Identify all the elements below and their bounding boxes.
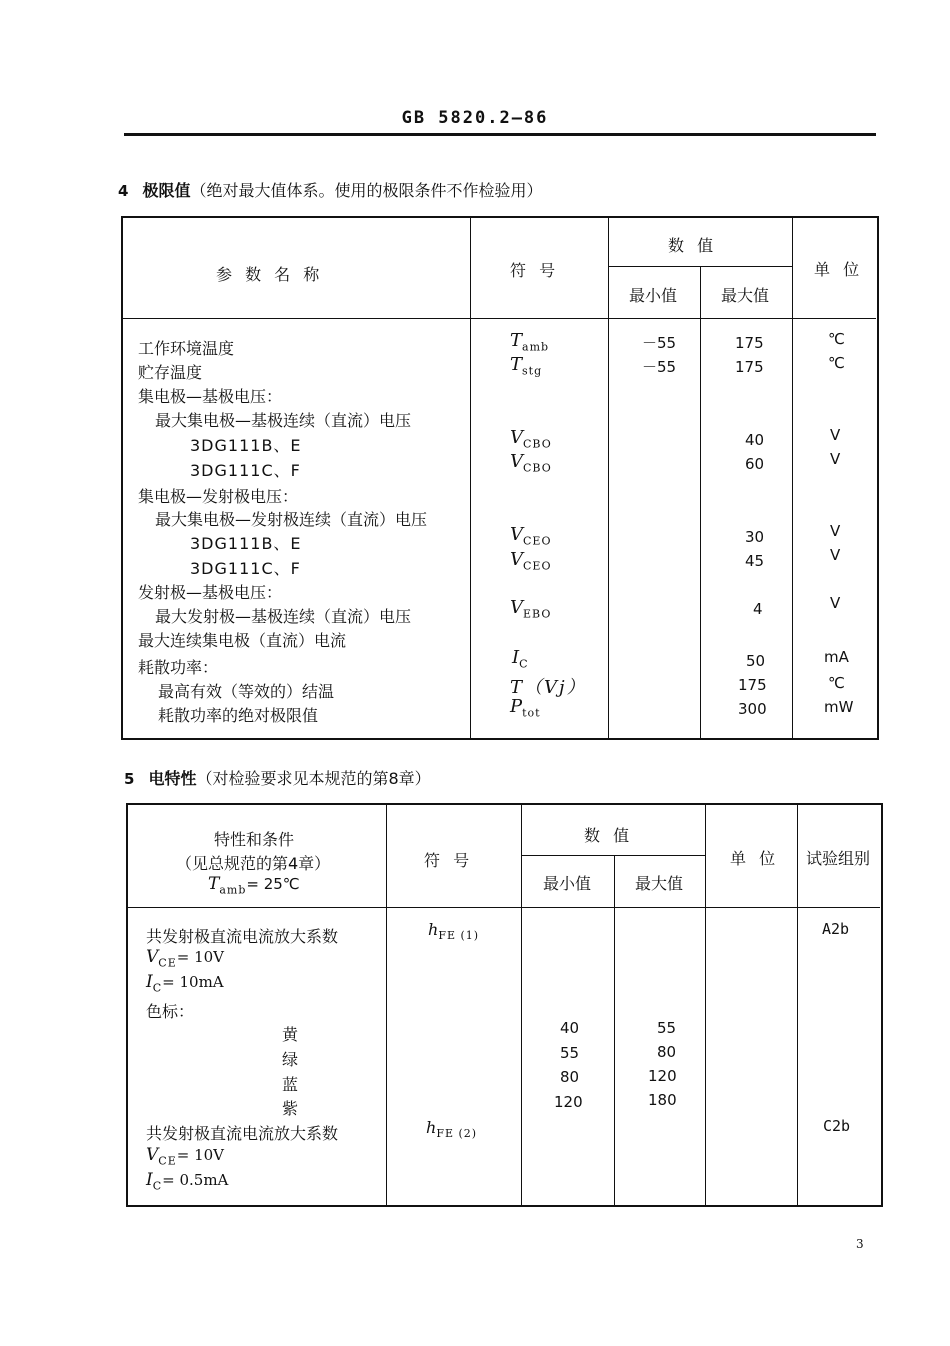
table-cell-unit: ℃ xyxy=(828,354,845,372)
table-cell-name: 耗散功率的绝对极限值 xyxy=(158,706,319,725)
table-cell-unit: mW xyxy=(824,698,854,716)
table-cell-condition: $V_{CE}= 10V$ xyxy=(146,947,224,970)
table-cell-max: 40 xyxy=(745,431,765,449)
table-cell-max: 60 xyxy=(745,455,765,473)
table-cell-test-group: A2b xyxy=(822,920,850,938)
table-cell-max: 30 xyxy=(745,528,765,546)
table-cell-color: 蓝 xyxy=(282,1075,299,1094)
table-cell-unit: V xyxy=(830,522,841,540)
table-cell-max: 180 xyxy=(648,1091,677,1109)
table-cell-max: 175 xyxy=(735,358,764,376)
section-5-heading: 电特性 xyxy=(148,769,197,788)
table-cell-name: 3DG111B、E xyxy=(190,534,302,553)
table-cell-color: 黄 xyxy=(282,1025,299,1044)
table-cell-symbol: T（Vj） xyxy=(510,677,587,698)
table-cell-symbol: $I_C$ xyxy=(512,647,529,671)
table-cell-max: 300 xyxy=(738,700,767,718)
table-cell-condition: $V_{CE}= 10V$ xyxy=(146,1145,224,1168)
table-cell-unit: V xyxy=(830,450,841,468)
table2-divider xyxy=(797,805,798,1205)
table-cell-name: 发射极—基极电压： xyxy=(138,583,283,602)
column-header-unit: 单 位 xyxy=(730,849,780,868)
column-header-value: 数 值 xyxy=(668,236,718,255)
table-cell-max: 80 xyxy=(657,1043,677,1061)
table-cell-name: 工作环境温度 xyxy=(138,339,235,358)
table-cell-symbol: $h_{FE (2)}$ xyxy=(426,1118,478,1141)
column-header-characteristic: 特性和条件 xyxy=(214,830,295,849)
table-cell-max: 45 xyxy=(745,552,765,570)
table-cell-name: 贮存温度 xyxy=(138,363,203,382)
table-cell-color: 绿 xyxy=(282,1050,299,1069)
section-4-note: （绝对最大值体系。使用的极限条件不作检验用） xyxy=(190,181,543,200)
table-cell-max: 55 xyxy=(657,1019,677,1037)
table-cell-name: 集电极—发射极电压： xyxy=(138,487,299,506)
table-cell-name: 3DG111B、E xyxy=(190,436,302,455)
table-cell-max: 50 xyxy=(746,652,766,670)
table-cell-unit: ℃ xyxy=(828,674,845,692)
table-cell-name: 最大连续集电极（直流）电流 xyxy=(138,631,347,650)
column-header-min: 最小值 xyxy=(543,874,592,893)
table-cell-symbol: $V_{EBO}$ xyxy=(510,597,552,621)
table1-header-rule xyxy=(122,318,876,319)
section-4-heading: 极限值 xyxy=(142,181,191,200)
standard-number: GB 5820.2—86 xyxy=(401,108,549,128)
table-cell-unit: mA xyxy=(824,648,849,666)
table2-divider xyxy=(521,805,522,1205)
table-cell-symbol: $P_{tot}$ xyxy=(510,696,541,720)
column-header-symbol: 符 号 xyxy=(510,261,560,280)
table-cell-symbol: $T_{stg}$ xyxy=(510,354,543,378)
table-cell-max: 4 xyxy=(753,600,763,618)
table-cell-min: 40 xyxy=(560,1019,580,1037)
column-header-symbol: 符 号 xyxy=(424,851,474,870)
table-cell-max: 175 xyxy=(735,334,764,352)
table1-divider xyxy=(470,218,471,738)
table-cell-unit: V xyxy=(830,594,841,612)
table1-divider xyxy=(609,266,792,267)
header-rule xyxy=(124,133,876,136)
column-header-min: 最小值 xyxy=(629,286,678,305)
table-cell-name: 最大集电极—发射极连续（直流）电压 xyxy=(155,510,428,529)
section-5-title xyxy=(124,766,431,789)
table-cell-symbol: $T_{amb}$ xyxy=(510,330,550,354)
table-cell-min: －55 xyxy=(642,358,677,376)
table-cell-name: 共发射极直流电流放大系数 xyxy=(146,927,339,946)
table1-divider xyxy=(700,266,701,738)
table-cell-name: 色标： xyxy=(146,1002,195,1021)
table-cell-test-group: C2b xyxy=(823,1117,851,1135)
table-cell-unit: V xyxy=(830,546,841,564)
column-header-value: 数 值 xyxy=(584,826,634,845)
table-cell-name: 3DG111C、F xyxy=(190,559,301,578)
table-cell-symbol: $h_{FE (1)}$ xyxy=(428,920,480,943)
table-cell-name: 耗散功率： xyxy=(138,658,219,677)
table-cell-condition: $I_C= 0.5mA$ xyxy=(146,1170,229,1193)
table-cell-symbol: $V_{CEO}$ xyxy=(510,524,552,548)
table-cell-unit: V xyxy=(830,426,841,444)
table1-divider xyxy=(792,218,793,738)
table-cell-min: 120 xyxy=(554,1093,583,1111)
table-cell-name: 最大集电极—基极连续（直流）电压 xyxy=(155,411,412,430)
table-cell-name: 共发射极直流电流放大系数 xyxy=(146,1124,339,1143)
table-cell-min: 55 xyxy=(560,1044,580,1062)
table-cell-min: －55 xyxy=(642,334,677,352)
table-cell-color: 紫 xyxy=(282,1099,299,1118)
column-header-test-group: 试验组别 xyxy=(806,849,871,868)
table2-divider xyxy=(522,855,705,856)
table-cell-symbol: $V_{CEO}$ xyxy=(510,549,552,573)
column-header-characteristic-note: （见总规范的第4章） xyxy=(176,854,331,873)
table-cell-name: 集电极—基极电压： xyxy=(138,387,283,406)
column-header-condition: $T_{amb}=$ 25℃ xyxy=(208,874,300,897)
table1-divider xyxy=(608,218,609,738)
section-5-number: 5 xyxy=(124,770,135,788)
column-header-param: 参 数 名 称 xyxy=(216,265,324,284)
table-cell-unit: ℃ xyxy=(828,330,845,348)
table2-divider xyxy=(705,805,706,1205)
table-cell-max: 175 xyxy=(738,676,767,694)
table-cell-condition: $I_C= 10mA$ xyxy=(146,972,224,995)
column-header-max: 最大值 xyxy=(721,286,770,305)
table-cell-name: 3DG111C、F xyxy=(190,461,301,480)
section-5-note: （对检验要求见本规范的第8章） xyxy=(196,769,431,788)
table2-header-rule xyxy=(127,907,880,908)
table-cell-symbol: $V_{CBO}$ xyxy=(510,451,552,475)
table-cell-symbol: $V_{CBO}$ xyxy=(510,427,552,451)
column-header-unit: 单 位 xyxy=(814,260,864,279)
table-cell-max: 120 xyxy=(648,1067,677,1085)
page-number: 3 xyxy=(856,1237,864,1251)
table-cell-min: 80 xyxy=(560,1068,580,1086)
section-4-title xyxy=(118,178,542,201)
table2-divider xyxy=(386,805,387,1205)
table-cell-name: 最大发射极—基极连续（直流）电压 xyxy=(155,607,412,626)
section-4-number: 4 xyxy=(118,182,129,200)
column-header-max: 最大值 xyxy=(635,874,684,893)
table-cell-name: 最高有效（等效的）结温 xyxy=(158,682,335,701)
